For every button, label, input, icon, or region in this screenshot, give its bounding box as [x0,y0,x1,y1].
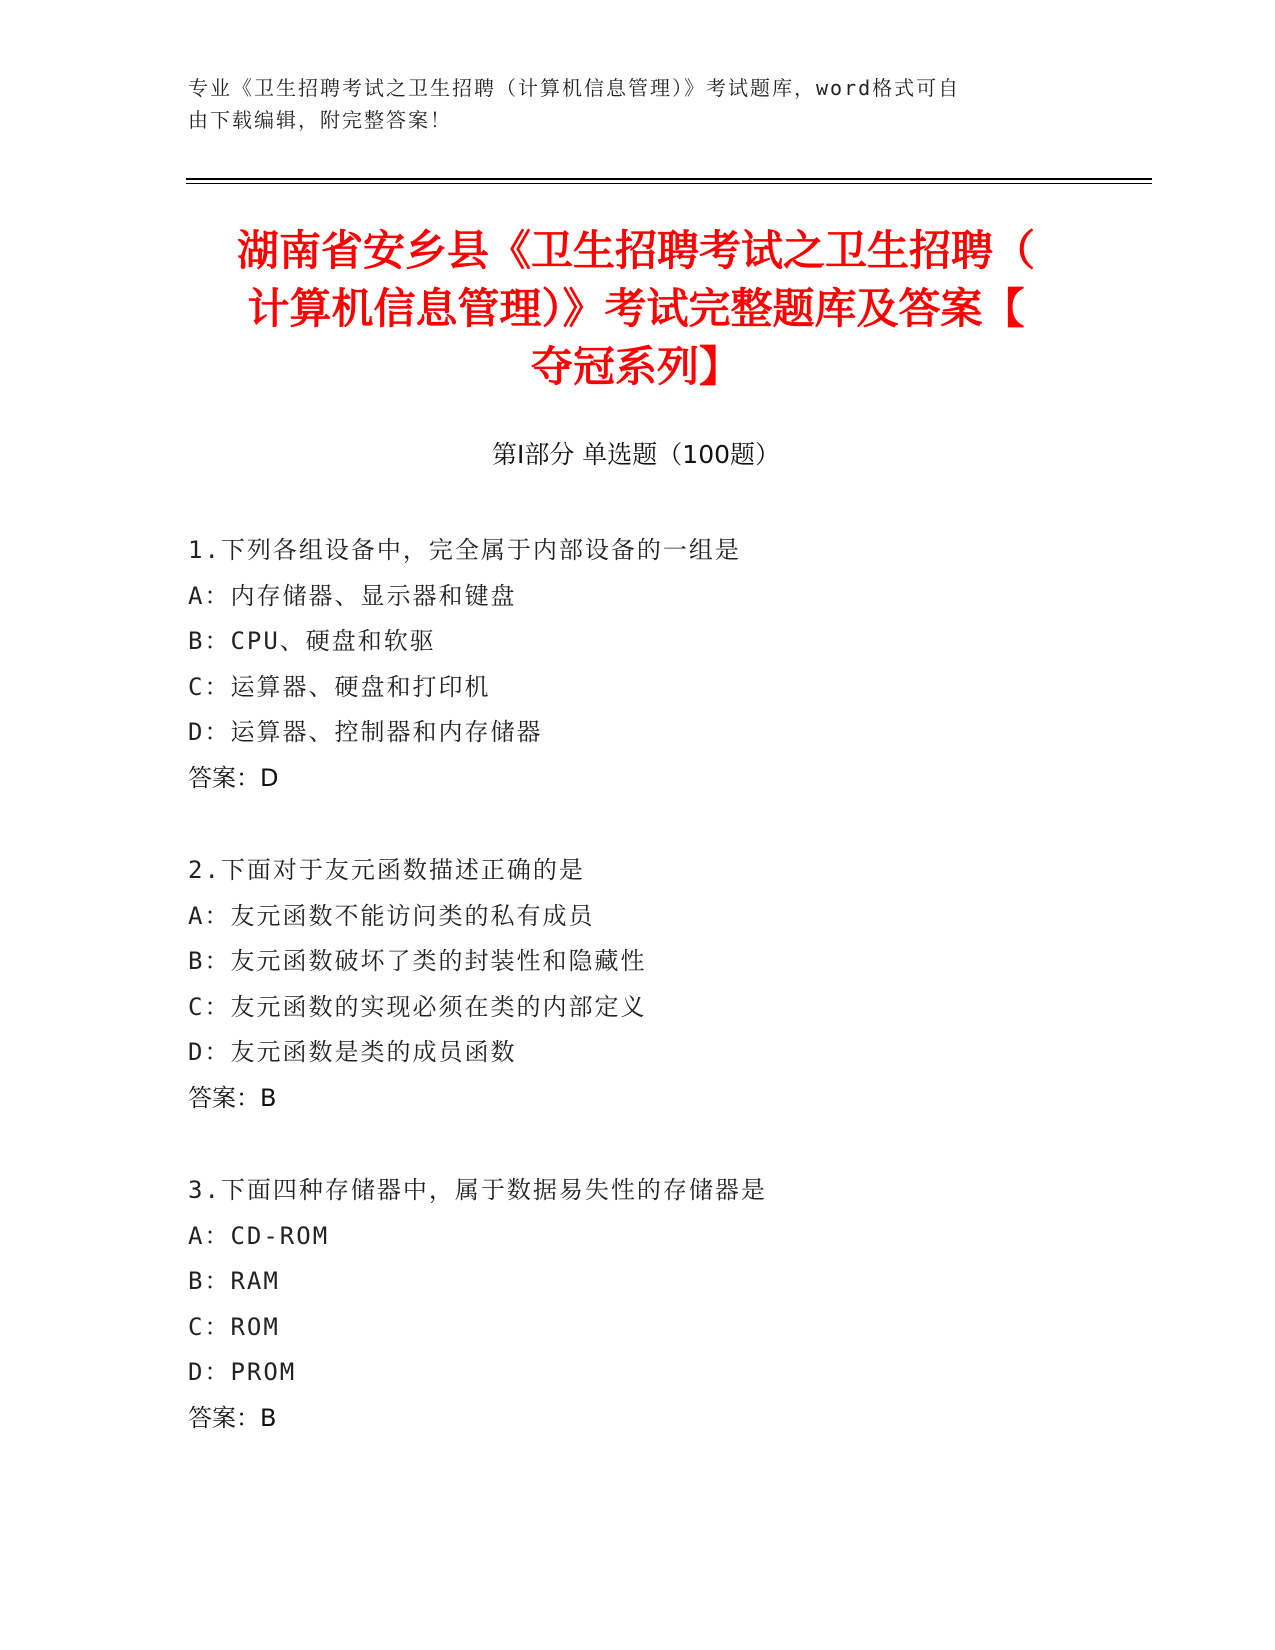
question-option: B：RAM [188,1267,280,1295]
question-stem: 3.下面四种存储器中，属于数据易失性的存储器是 [188,1176,767,1204]
question-option: C：运算器、硬盘和打印机 [188,672,491,701]
header-divider [186,178,1152,180]
question-stem: 2.下面对于友元函数描述正确的是 [188,856,585,884]
intro-text [188,72,1088,136]
intro-line: 专业《卫生招聘考试之卫生招聘（计算机信息管理）》考试题库，word格式可自 [188,76,961,100]
question-item [188,848,1118,1121]
question-item [188,528,1118,801]
question-option: B：友元函数破坏了类的封装性和隐藏性 [188,947,647,975]
question-stem: 1.下列各组设备中，完全属于内部设备的一组是 [188,536,741,564]
question-option: A：CD-ROM [188,1221,330,1250]
question-option: A：内存储器、显示器和键盘 [188,581,517,610]
question-answer: 答案：B [188,1083,277,1112]
question-answer: 答案：D [188,763,279,792]
question-list [188,528,1118,1488]
question-answer: 答案：B [188,1403,277,1432]
section-heading: 第Ⅰ部分 单选题（100题） [491,440,781,469]
intro-line: 由下载编辑，附完整答案！ [188,108,452,132]
header-divider [186,183,1152,184]
question-option: D：友元函数是类的成员函数 [188,1038,517,1066]
question-option: B：CPU、硬盘和软驱 [188,627,436,655]
question-option: C：友元函数的实现必须在类的内部定义 [188,992,647,1021]
question-option: D：运算器、控制器和内存储器 [188,718,543,746]
question-option: D：PROM [188,1358,297,1386]
title-line: 夺冠系列】 [530,342,741,391]
question-item [188,1168,1118,1441]
question-option: A：友元函数不能访问类的私有成员 [188,901,595,930]
title-line: 计算机信息管理）》考试完整题库及答案【 [247,284,1025,333]
title-line: 湖南省安乡县《卫生招聘考试之卫生招聘（ [236,226,1035,275]
document-title [186,222,1086,396]
question-option: C：ROM [188,1312,280,1341]
